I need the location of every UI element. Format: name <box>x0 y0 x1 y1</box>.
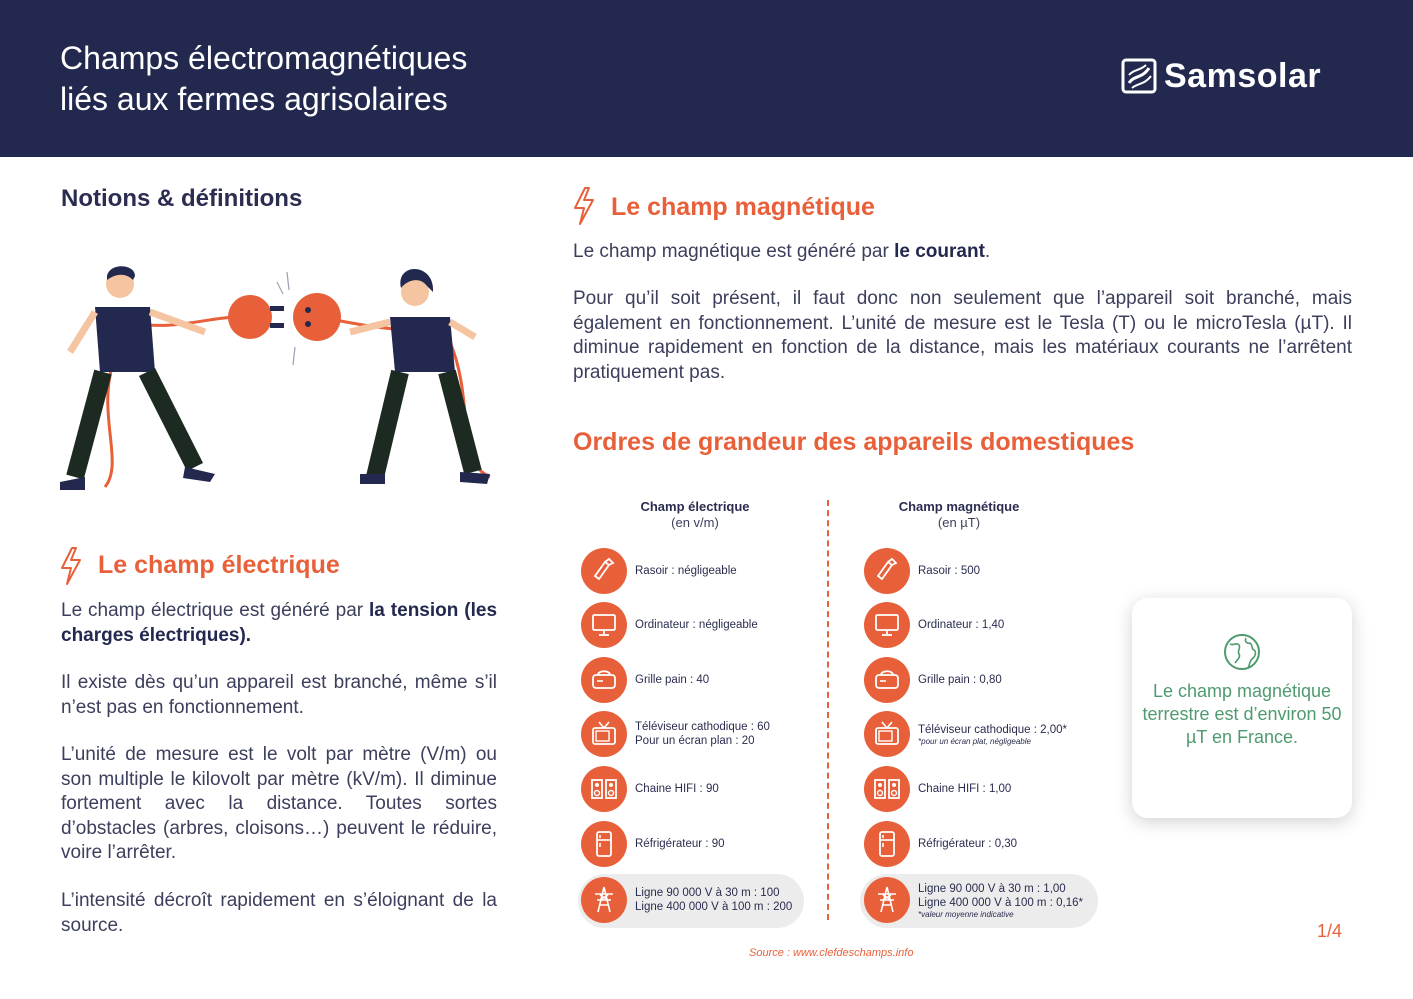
column-divider <box>827 500 829 920</box>
magnetic-row-text <box>918 673 1002 687</box>
magnetic-row-line: Ligne 400 000 V à 100 m : 0,16* <box>918 896 1083 909</box>
electric-row-line: Téléviseur cathodique : 60 <box>635 721 770 733</box>
magnetic-field-title: Le champ magnétique <box>611 193 875 221</box>
magnetic-row-line: Grille pain : 0,80 <box>918 674 1002 686</box>
electric-row <box>581 602 758 648</box>
electric-paragraph-4: L’intensité décroît rapidement en s’éloignant de la source. <box>61 890 497 936</box>
magnetic-row <box>864 711 1067 757</box>
electric-row <box>581 877 792 923</box>
magnetic-row-line: Ligne 90 000 V à 30 m : 1,00 <box>918 882 1066 895</box>
magnetic-row <box>864 602 1004 648</box>
globe-icon <box>1222 632 1262 672</box>
magnetic-column-title: Champ magnétique <box>898 499 1020 514</box>
magnetic-row <box>864 657 1002 703</box>
magnetic-row-line: Téléviseur cathodique : 2,00* <box>918 723 1067 736</box>
fridge-icon <box>864 821 910 867</box>
electric-row-line: Ordinateur : négligeable <box>635 619 758 631</box>
magnetic-row-line: Ordinateur : 1,40 <box>918 619 1005 631</box>
tv-icon <box>864 711 910 757</box>
computer-icon <box>581 602 627 648</box>
electric-row <box>581 657 709 703</box>
notions-heading: Notions & définitions <box>61 185 303 212</box>
magnetic-p1-bold: le courant <box>894 241 985 262</box>
brand-logo <box>1120 56 1321 96</box>
samsolar-logo-icon <box>1120 57 1158 95</box>
electric-row-line: Ligne 400 000 V à 100 m : 200 <box>635 901 793 913</box>
magnetic-row-text <box>918 618 1004 632</box>
electric-row-line: Rasoir : négligeable <box>635 565 737 577</box>
computer-icon <box>864 602 910 648</box>
electric-row-text <box>635 673 709 687</box>
tug-of-war-illustration <box>55 262 505 497</box>
electric-row-line: Ligne 90 000 V à 30 m : 100 <box>635 887 780 899</box>
electric-column-title: Champ électrique <box>640 499 750 514</box>
electric-row-text <box>635 782 719 796</box>
magnetic-row <box>864 766 1011 812</box>
electric-row-text <box>635 837 725 851</box>
magnetic-row <box>864 877 1083 923</box>
electric-field-title: Le champ électrique <box>98 551 340 579</box>
electric-row-text <box>635 618 758 632</box>
page-title <box>60 38 467 120</box>
source-note: Source : www.clefdeschamps.info <box>749 947 914 959</box>
electric-row-line: Réfrigérateur : 90 <box>635 838 725 850</box>
electric-row-line: Grille pain : 40 <box>635 674 710 686</box>
electric-row-text <box>635 720 770 748</box>
magnetic-row-footnote: *valeur moyenne indicative <box>918 909 1014 919</box>
lightning-icon <box>571 186 597 226</box>
electric-column-unit: (en v/m) <box>671 515 719 530</box>
electric-row-text <box>635 886 792 914</box>
fridge-icon <box>581 821 627 867</box>
electric-row-line: Chaine HIFI : 90 <box>635 783 719 795</box>
magnetic-p1-text: Le champ magnétique est généré par <box>573 241 895 262</box>
electric-column-header <box>595 499 795 531</box>
electric-p1-bold: la tension (les charges électriques). <box>61 600 498 646</box>
razor-icon <box>864 548 910 594</box>
magnetic-p1-end: . <box>984 241 991 262</box>
razor-icon <box>581 548 627 594</box>
pylon-icon <box>864 877 910 923</box>
electric-row <box>581 766 719 812</box>
magnetic-row <box>864 821 1017 867</box>
toaster-icon <box>864 657 910 703</box>
title-line-2: liés aux fermes agrisolaires <box>60 81 448 117</box>
electric-row <box>581 548 737 594</box>
pylon-icon <box>581 877 627 923</box>
magnetic-row <box>864 548 980 594</box>
electric-row <box>581 711 770 757</box>
electric-row-line: Pour un écran plan : 20 <box>635 735 755 747</box>
header-banner <box>0 0 1413 157</box>
page-number: 1/4 <box>1317 921 1343 941</box>
magnetic-row-text <box>918 564 980 578</box>
electric-paragraph-3: L’unité de mesure est le volt par mètre (V/m) ou son multiple le kilovolt par mètre (kV/m). Il diminue fortement avec la distance. Toutes sortes d’obstacles (arbres, cloisons…) peuvent le réduire, voire l’arrêter. <box>61 744 497 863</box>
electric-paragraph-2: Il existe dès qu’un appareil est branché, même s’il n’est pas en fonctionnement. <box>61 672 497 718</box>
title-line-1: Champs électromagnétiques <box>60 40 468 76</box>
orders-of-magnitude-title: Ordres de grandeur des appareils domestiques <box>573 428 1135 456</box>
magnetic-row-footnote: *pour un écran plat, négligeable <box>918 736 1031 746</box>
magnetic-row-text <box>918 723 1067 746</box>
electric-row <box>581 821 725 867</box>
magnetic-row-line: Chaine HIFI : 1,00 <box>918 783 1012 795</box>
earth-field-card <box>1132 598 1352 818</box>
magnetic-paragraph-2: Pour qu’il soit présent, il faut donc non seulement que l’appareil soit branché, mais également en fonctionnement. L’unité de mesure est le Tesla (T) ou le microTesla (µT). Il diminue rapidement en fonction de la distance, mais les matériaux courants ne l’arrêtent pratiquement pas. <box>573 288 1352 383</box>
electric-row-text <box>635 564 737 578</box>
magnetic-column-unit: (en µT) <box>937 515 981 530</box>
magnetic-row-text <box>918 837 1017 851</box>
electric-p1-text: Le champ électrique est généré par <box>61 600 370 621</box>
electric-paragraph-1 <box>61 599 497 648</box>
magnetic-column-header <box>859 499 1059 531</box>
earth-field-text: Le champ magnétique terrestre est d’environ 50 µT en France. <box>1142 681 1342 747</box>
magnetic-row-text <box>918 882 1083 919</box>
magnetic-row-line: Rasoir : 500 <box>918 565 981 577</box>
hifi-icon <box>581 766 627 812</box>
hifi-icon <box>864 766 910 812</box>
lightning-icon <box>58 546 84 586</box>
magnetic-row-text <box>918 782 1011 796</box>
toaster-icon <box>581 657 627 703</box>
magnetic-paragraph-1 <box>573 240 1352 265</box>
magnetic-row-line: Réfrigérateur : 0,30 <box>918 838 1018 850</box>
brand-name: Samsolar <box>1164 56 1322 95</box>
tv-icon <box>581 711 627 757</box>
